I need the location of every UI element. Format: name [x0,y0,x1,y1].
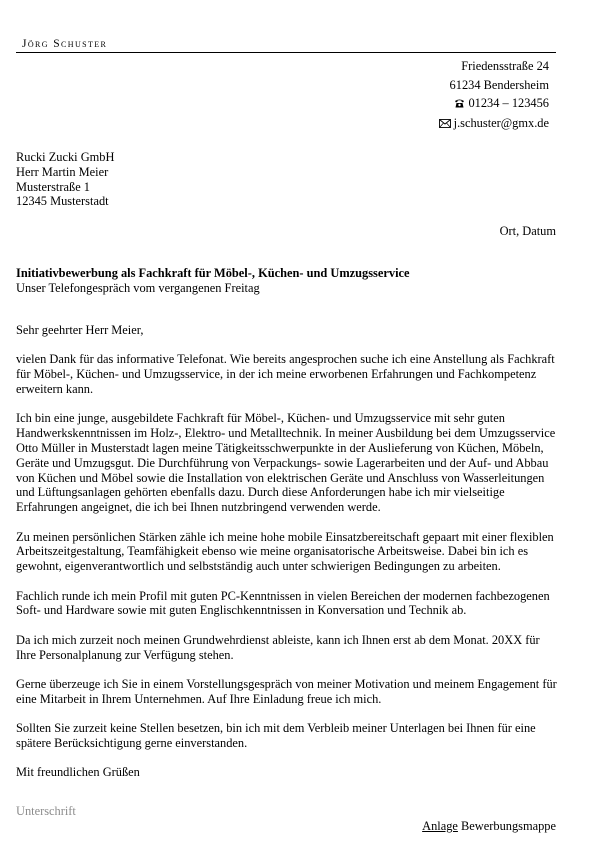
paragraph-skills: Fachlich runde ich mein Profil mit guten PC-Kenntnissen in vielen Bereichen der modernen fachbezogenen Soft- und Hardware sowie mit guten Englischkenntnissen in Konversation und Technik ab. [16,588,550,618]
sender-phone-line [439,94,549,114]
sender-name-header: Jörg Schuster [22,38,108,50]
header-divider [16,52,556,53]
sender-email-line [439,114,549,134]
closing: Mit freundlichen Grüßen [16,765,140,780]
envelope-icon [439,115,451,134]
paragraph-intro: vielen Dank für das informative Telefonat. Wie bereits angesprochen suche ich eine Anstellung als Fachkraft für Möbel-, Küchen- und Umzugsservice, in der ich meine erworbenen Erfahrungen und Fachkompetenz erweitern kann. [16,352,555,396]
paragraph-availability: Da ich mich zurzeit noch meinen Grundwehrdienst ableiste, kann ich Ihnen erst ab dem Monat. 20XX für Ihre Personalplanung zur Verfügung stehen. [16,632,540,662]
recipient-company: Rucki Zucki GmbH [16,150,115,164]
sender-email[interactable]: j.schuster@gmx.de [453,115,549,130]
enclosure-text: Bewerbungsmappe [461,819,556,833]
paragraph-retention: Sollten Sie zurzeit keine Stellen besetzen, bin ich mit dem Verbleib meiner Unterlagen bei Ihnen für eine spätere Berücksichtigung gerne einverstanden. [16,721,536,750]
signature-placeholder: Unterschrift [16,804,76,818]
paragraph-strengths: Zu meinen persönlichen Stärken zähle ich meine hohe mobile Einsatzbereitschaft gepaart mit einer flexiblen Arbeitszeitgestaltung, Teamfähigkeit ebenso wie meine organisatorische Arbeitsweise. Dabei bin ich es gewohnt, eigenverantwortlich und selbstständig auch unter schwierigen Bedingungen zu arbeiten. [16,529,554,574]
letter-body [16,323,562,795]
recipient-contact: Herr Martin Meier [16,164,109,179]
subject-reference: Unser Telefongespräch vom vergangenen Freitag [16,281,260,295]
sender-address-block [439,57,549,133]
recipient-address-block [16,150,114,209]
paragraph-interview: Gerne überzeuge ich Sie in einem Vorstellungsgespräch von meiner Motivation und meinem Engagement für eine Mitarbeit in Ihrem Unternehmen. Auf Ihre Einladung freue ich mich. [16,676,557,706]
telephone-icon [454,95,465,114]
sender-phone: 01234 – 123456 [468,96,549,110]
sender-city: 61234 Bendersheim [449,77,549,92]
salutation: Sehr geehrter Herr Meier, [16,323,144,337]
paragraph-qualification: Ich bin eine junge, ausgebildete Fachkraft für Möbel-, Küchen- und Umzugsservice mit sehr guten Handwerkskenntnissen im Holz-, Elektro- und Metalltechnik. In meiner Ausbildung bei dem Umzugsservice Otto Müller in Musterstadt lagen meine Tätigkeitsschwerpunkte in der Auslieferung von Küchen, Möbeln, Geräte und Umzugsgut. Die Durchführung von Verpackungs- sowie Lagerarbeiten und der Auf- und Abbau von Küchen und Möbel sowie die Installation von elektrischen Geräte und Anschluss von Wasserleitungen und Lüftungsanlagen gehörten ebenfalls dazu. Durch diese Anforderungen habe ich mir vielseitige Erfahrungen angeignet, die ich bei Ihnen nutzbringend verwenden werde. [16,411,556,515]
enclosure-line [422,819,556,834]
enclosure-label: Anlage [422,819,458,833]
subject-title: Initiativbewerbung als Fachkraft für Möbel-, Küchen- und Umzugsservice [16,266,410,280]
place-date: Ort, Datum [499,224,556,238]
sender-street: Friedensstraße 24 [461,59,549,73]
subject-block [16,266,410,296]
recipient-city: 12345 Musterstadt [16,194,109,209]
recipient-street: Musterstraße 1 [16,179,90,194]
